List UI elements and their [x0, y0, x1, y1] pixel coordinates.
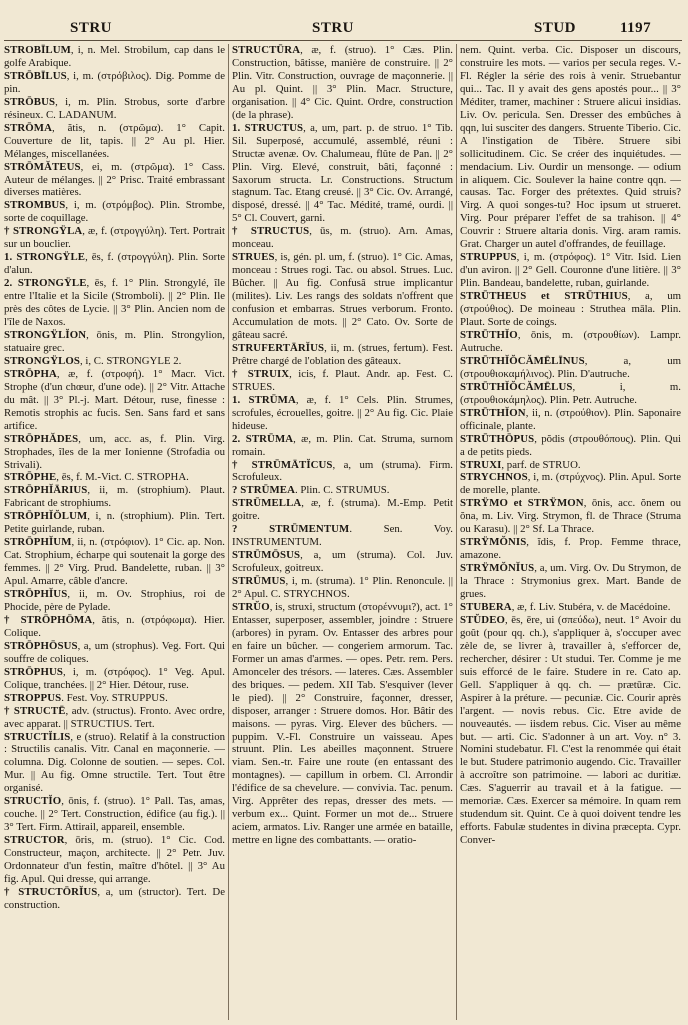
dictionary-entry: † STRUCTUS, ūs, m. (struo). Arn. Amas, monceau.: [232, 225, 453, 251]
dictionary-entry: STRŌPHŌSUS, a, um (strophus). Veg. Fort. Qui souffre de coliques.: [4, 639, 225, 665]
headword: STRŌMA: [4, 121, 52, 134]
headword: STRŪTHŌPUS: [460, 432, 535, 445]
dictionary-entry: STRONGŸLOS, i, C. STRONGYLE 2.: [4, 354, 182, 367]
headword: STRUFERTĀRĬUS: [232, 341, 325, 354]
headword: STRŌPHĂDES: [4, 432, 79, 445]
dictionary-entry: STRŌBUS, i, m. Plin. Strobus, sorte d'arbre résineux. C. LADANUM.: [4, 95, 225, 121]
headword: STUBERA: [460, 600, 512, 613]
headword: ? STRŪMENTUM: [232, 523, 350, 536]
dictionary-entry: STŬDEO, ēs, ēre, ui (σπεύδω), neut. 1° Avoir du goût (pour qq. ch.), s'appliquer à, s'occuper avec zèle de, se livrer à, travailler à, s'efforcer de, rechercher, désirer : Ut studui. Ter. Comme je me suis efforcé de le faire. Studere in re. Cato ap. Gell. S'appliquer à qq. ch. — prætūræ. Cic. Aspirer à la préture. — pecuniæ. Cic. Courir après l'argent. — novis rebus. Cic. Etre avide de nouveautés. — iisdem rebus. Cic. Viser au même but. — arti. Cic. S'adonner à un art. Voy. n° 3. Nomini studebatur. Fl. C'est la renommée qui était le but. Studere patrimonio augendo. Cic. Travailler à accroître son patrimoine. — labori ac duritiæ. Cæs. S'aguerrir au travail et à la fatigue. — memoriæ. Cæs. Exercer sa mémoire. In quam rem studendum sit. Quint. Ce à quoi doivent tendre les efforts. Fabulæ studentes in divina præcepta. Cypr. Conver-: [460, 613, 681, 847]
page-number: 1197: [620, 20, 652, 36]
dictionary-entry: STRŌPHĬUM, ii, n. (στρόφιον). 1° Cic. ap. Non. Cat. Strophium, écharpe qui soutenait la gorge des femmes. || 2° Virg. Prud. Bandelette, ruban. || 3° Apul. Amarre, câble d'ancre.: [4, 536, 225, 588]
dictionary-entry: STUBERA, æ, f. Liv. Stubéra, v. de Macédoine.: [460, 600, 671, 613]
dictionary-entry: 2. STRONGŸLE, ēs, f. 1° Plin. Strongylé, île entre l'Italie et la Sicile (Stromboli). || 2° Plin. Ile près des côtes de Lycie. || 3° Plin. Ancien nom de l'île de Naxos.: [4, 277, 225, 329]
dictionary-entry: † STRUCTĒ, adv. (structus). Fronto. Avec ordre, avec apparat. || STRUCTIUS. Tert.: [4, 704, 225, 730]
headword: STRŸMŎNĬUS: [460, 562, 535, 575]
headword: STRŌPHĬŎLUM: [4, 510, 88, 523]
headword: STRONGŸLĬON: [4, 328, 87, 341]
dictionary-entry: 2. STRŪMA, æ, m. Plin. Cat. Struma, surnom romain.: [232, 432, 453, 458]
headword: † STRUCTŌRĬUS: [4, 885, 98, 898]
headword: STRUCTĬLIS: [4, 730, 71, 743]
headword: STRUCTĬO: [4, 795, 62, 808]
headword: 2. STRONGŸLE: [4, 277, 87, 290]
headword: 1. STRONGŸLE: [4, 251, 86, 264]
dictionary-entry: 1. STRONGŸLE, ēs, f. (στρογγύλη). Plin. Sorte d'alun.: [4, 251, 225, 277]
headword: STRŪTHĬŎCĂMĒLĪNUS: [460, 354, 585, 367]
headword: STRŪMUS: [232, 575, 286, 588]
dictionary-entry: STRUES, is, gén. pl. um, f. (struo). 1° Cic. Amas, monceau : Strues rogi. Tac. ou absol. Strues. Luc. Bûcher. || Au fig. Confusâ strue implicantur (milites). Liv. Les rangs des soldats n'offrent que confusion et embarras. Strues verborum. Fronto. Accumulation de mots. || 2° Cato. Ov. Sorte de gâteau sacré.: [232, 251, 453, 341]
headword: STRŌPHA: [4, 367, 57, 380]
headword: STRŌPHUS: [4, 665, 63, 678]
dictionary-entry: STRŪMŌSUS, a, um (struma). Col. Juv. Scrofuleux, goitreux.: [232, 549, 453, 575]
headword: STRUES: [232, 251, 275, 264]
dictionary-entry: STRUXI, parf. de STRUO.: [460, 458, 581, 471]
headword: STRŌBUS: [4, 95, 56, 108]
headword: † STRONGŸLA: [4, 225, 83, 238]
column-2: [232, 44, 453, 1020]
headword: STRŌPHĬUS: [4, 588, 68, 601]
headword: STŬDEO: [460, 613, 506, 626]
dictionary-entry: STRŌPHE, ēs, f. M.-Vict. C. STROPHA.: [4, 471, 189, 484]
dictionary-entry: STRŪTHEUS et STRŪTHIUS, a, um (στρούθιος). De moineau : Struthea māla. Plin. Plaut. Sorte de coings.: [460, 290, 681, 329]
dictionary-entry: STRŪTHĬŎCĂMĒLĪNUS, a, um (στρουθιοκαμήλινος). Plin. D'autruche.: [460, 354, 681, 380]
dictionary-entry: † STRŪMĀTĬCUS, a, um (struma). Firm. Scrofuleux.: [232, 458, 453, 484]
headword: STROBĪLUM: [4, 44, 71, 56]
dictionary-entry: STRŌPHA, æ, f. (στροφή). 1° Macr. Vict. Strophe (d'un chœur, d'une ode). || 2° Vitr. Attache du mât. || 3° Pl.-j. Mart. Détour, ruse, finesse : Remotis strophis ac fucis. Sen. Sans fard et sans artifice.: [4, 367, 225, 432]
dictionary-entry: STRYCHNOS, i, m. (στρύχνος). Plin. Apul. Sorte de morelle, plante.: [460, 471, 681, 497]
dictionary-entry: STRŪTHĬON, ii, n. (στρούθιον). Plin. Saponaire officinale, plante.: [460, 406, 681, 432]
dictionary-entry: STRŌPHUS, i, m. (στρόφος). 1° Veg. Apul. Colique, tranchées. || 2° Hier. Détour, ruse.: [4, 665, 225, 691]
headword: STRŪTHĬO: [460, 328, 518, 341]
dictionary-entry: STRŌBĪLUS, i, m. (στρόβιλος). Dig. Pomme de pin.: [4, 69, 225, 95]
dictionary-entry: STRUCTĬO, ōnis, f. (struo). 1° Pall. Tas, amas, couche. || 2° Tert. Construction, édifice (au fig.). || 3° Tert. Firm. Attirail, appareil, ensemble.: [4, 795, 225, 834]
headword: STRŌPHE: [4, 471, 57, 484]
dictionary-entry: STRŬO, is, struxi, structum (στορέννυμι?), act. 1° Entasser, superposer, assembler, joindre : Struere (arbores) in pyram. Ov. Entasser des arbres pour en faire un bûcher. — congeriem armorum. Tac. Former un amas d'armes. — opes. Petr. rem. Pers. Amonceler des trésors. — lateres. Cæs. Assembler des briques. — pedem. XII Tab. S'esquiver (lever le pied). || 2° Construire, façonner, dresser, disposer, arranger : Struere domos. Hor. Bâtir des maisons. — pyras. Virg. Elever des bûchers. — puppim. V.-Fl. Construire un vaisseau. Apes struunt. Plin. Les abeilles maçonnent. Struere viam. Sen.-tr. Faire une route (en entassant des montagnes). — capillum in orbem. Cl. Arrondir l'édifice de sa chevelure. — convivia. Tac. penum. Virg. Apprêter des repas, dresser des mets. — verbum ex... Quint. Former un mot de... Struere aciem, armatos. Liv. Ranger une armée en bataille, mettre en ligne des combattants. — oratio-: [232, 600, 453, 847]
headword: STRŌPHĬUM: [4, 536, 72, 549]
dictionary-entry: STRŌPHĬĀRIUS, ii, m. (strophium). Plaut. Fabricant de strophiums.: [4, 484, 225, 510]
headword: † STRŌPHŌMA: [4, 613, 93, 626]
running-header: [0, 20, 688, 42]
dictionary-entry: STRŪTHĬŎCĂMĒLUS, i, m. (στρουθιοκάμηλος). Plin. Petr. Autruche.: [460, 380, 681, 406]
headword: STRONGŸLOS: [4, 354, 80, 367]
dictionary-entry: STRŸMŎNIS, ĭdis, f. Prop. Femme thrace, amazone.: [460, 536, 681, 562]
headword: STRŌPHŌSUS: [4, 639, 78, 652]
dictionary-entry: STRŌMĂTEUS, ei, m. (στρῶμα). 1° Cass. Auteur de mélanges. || 2° Prisc. Traité embrassant diverses matières.: [4, 160, 225, 199]
headword: † STRŪMĀTĬCUS: [232, 458, 333, 471]
headword: STRUCTOR: [4, 834, 65, 847]
dictionary-entry: STROPPUS. Fest. Voy. STRUPPUS.: [4, 691, 168, 704]
header-center-guideword: STRU: [312, 20, 355, 36]
dictionary-entry: STRŸMO et STRŸMON, ōnis, acc. ŏnem ou ŏna, m. Liv. Virg. Strymon, fl. de Thrace (Struma ou Karasu). || 2° Sf. La Thrace.: [460, 497, 681, 536]
headword: STRŌBĪLUS: [4, 69, 67, 82]
headword: STRŪMŌSUS: [232, 549, 301, 562]
dictionary-entry: STRŪMUS, i, m. (struma). 1° Plin. Renoncule. || 2° Apul. C. STRYCHNOS.: [232, 575, 453, 601]
header-right-guideword: STUD: [534, 20, 577, 36]
dictionary-entry: STRONGŸLĬON, ōnis, m. Plin. Strongylion, statuaire grec.: [4, 328, 225, 354]
dictionary-entry: STRŪTHŌPUS, pŏdis (στρουθόπους). Plin. Qui a de petits pieds.: [460, 432, 681, 458]
dictionary-entry: STRŌPHĬŎLUM, i, n. (strophium). Plin. Tert. Petite guirlande, ruban.: [4, 510, 225, 536]
dictionary-entry: † STRŌPHŌMA, ătis, n. (στρόφωμα). Hier. Colique.: [4, 613, 225, 639]
headword: ? STRŪMEA: [232, 484, 295, 497]
headword: STRYCHNOS: [460, 471, 528, 484]
column-1: [4, 44, 225, 1020]
headword: STRUCTŪRA: [232, 44, 301, 56]
headword: STRUPPUS: [460, 251, 517, 264]
headword: STRŌPHĬĀRIUS: [4, 484, 88, 497]
dictionary-entry: † STRUIX, icis, f. Plaut. Andr. ap. Fest. C. STRUES.: [232, 367, 453, 393]
headword: STRŪTHĬŎCĂMĒLUS: [460, 380, 573, 393]
dictionary-entry: STRŌPHĬUS, ii, m. Ov. Strophius, roi de Phocide, père de Pylade.: [4, 588, 225, 613]
dictionary-entry: 1. STRUCTUS, a, um, part. p. de struo. 1° Tib. Sil. Superposé, accumulé, assemblé, réuni : Structæ avenæ. Ov. Chalumeau, flûte de Pan. || 2° Plin. Virg. Elevé, construit, bâti, façonné : Saxorum structa. Lr. Constructions. Structum stagnum. Tac. Etang creusé. || 3° Cic. Ov. Arrangé, disposé, dressé. || 4° Tac. Médité, tramé, ourdi. || 5° Cl. Couvert, garni.: [232, 121, 453, 225]
dictionary-entry: 1. STRŪMA, æ, f. 1° Cels. Plin. Strumes, scrofules, écrouelles, goitre. || 2° Au fig. Cic. Plaie hideuse.: [232, 393, 453, 432]
dictionary-entry: STRŪMELLA, æ, f. (struma). M.-Emp. Petit goitre.: [232, 497, 453, 523]
dictionary-entry: STRUPPUS, i, m. (στρόφος). 1° Vitr. Isid. Lien d'un aviron. || 2° Gell. Couronne d'une litière. || 3° Plin. Bandeau, bandelette, ruban, guirlande.: [460, 251, 681, 290]
dictionary-entry: nem. Quint. verba. Cic. Disposer un discours, construire les mots. — varios per secula reges. V.-Fl. Régler la série des rois à venir. Struebantur qui... Tac. Il y avait des gens apostés pour... || 3° Méditer, tramer, machiner : Struere alicui insidias. Liv. Ov. pericula. Sen. Dresser des embûches à qqn, lui susciter des dangers. Struente Tiberio. Cic. A l'instigation de Tibère. Struere sibi sollicitudinem. Cic. Se créer des inquiétudes. — mendacium. Liv. Ourdir un mensonge. — odium in aliquem. Cic. Soulever la haine contre qqn. — causas. Tac. Forger des prétextes. Quid struis? Virg. A quoi songes-tu? Hoc ipsum ut strueret. Virg. Pour préparer l'effet de sa trahison. || 4° Couvrir : Struere altaria donis. Virg. aram ramis. Grat. Charger un autel d'offrandes, de feuillage.: [460, 44, 681, 251]
headword: 2. STRŪMA: [232, 432, 294, 445]
dictionary-entry: STROBĪLUM, i, n. Mel. Strobilum, cap dans le golfe Arabique.: [4, 44, 225, 69]
headword: STRŪMELLA: [232, 497, 302, 510]
dictionary-entry: † STRUCTŌRĬUS, a, um (structor). Tert. De construction.: [4, 885, 225, 911]
headword: † STRUCTĒ: [4, 704, 66, 717]
headword: STRŌMĂTEUS: [4, 160, 81, 173]
dictionary-entry: STRŌMA, ătis, n. (στρῶμα). 1° Capit. Couverture de lit, tapis. || 2° Au pl. Hier. Mélanges, miscellanées.: [4, 121, 225, 160]
headword: STRŸMO et STRŸMON: [460, 497, 584, 510]
headword: † STRUCTUS: [232, 225, 310, 238]
header-rule: [4, 40, 682, 41]
column-3: [460, 44, 681, 1020]
dictionary-entry: STRUFERTĀRĬUS, ii, m. (strues, fertum). Fest. Prêtre chargé de l'oblation des gâteaux.: [232, 341, 453, 367]
headword: STRŪTHEUS et STRŪTHIUS: [460, 290, 628, 303]
dictionary-entry: STRŪTHĬO, ōnis, m. (στρουθίων). Lampr. Autruche.: [460, 328, 681, 354]
headword: 1. STRUCTUS: [232, 121, 304, 134]
headword: STROPPUS: [4, 691, 62, 704]
dictionary-entry: STRŌPHĂDES, um, acc. as, f. Plin. Virg. Strophades, îles de la mer Ionienne (Strofadia ou Strivali).: [4, 432, 225, 471]
header-left-guideword: STRU: [70, 20, 113, 36]
headword: † STRUIX: [232, 367, 290, 380]
dictionary-entry: STRUCTŪRA, æ, f. (struo). 1° Cæs. Plin. Construction, bâtisse, manière de construire. || 2° Plin. Vitr. Construction, ouvrage de maçonnerie. || Au pl. Quint. || 3° Plin. Macr. Structure, organisation. || 4° Cic. Quint. Ordre, construction (de la phrase).: [232, 44, 453, 121]
dictionary-entry: † STRONGŸLA, æ, f. (στρογγύλη). Tert. Portrait sur un bouclier.: [4, 225, 225, 251]
dictionary-entry: STRŸMŎNĬUS, a, um. Virg. Ov. Du Strymon, de la Thrace : Strymonius grex. Mart. Bande de grues.: [460, 562, 681, 601]
headword: STRŪTHĬON: [460, 406, 526, 419]
dictionary-entry: STRUCTĬLIS, e (struo). Relatif à la construction : Structilis canalis. Vitr. Canal en maçonnerie. — columna. Dig. Colonne de soutien. — sepes. Col. Mur. || Au fig. Omne structile. Tert. Tout être organisé.: [4, 730, 225, 795]
dictionary-entry: STRUCTOR, ōris, m. (struo). 1° Cic. Cod. Constructeur, maçon, architecte. || 2° Petr. Juv. Ordonnateur d'un festin, maître d'hôtel. || 3° Au fig. Apul. Qui dresse, qui arrange.: [4, 834, 225, 885]
dictionary-entry: ? STRŪMEA. Plin. C. STRUMUS.: [232, 484, 390, 497]
headword: STROMBUS: [4, 199, 66, 212]
text-columns: [4, 44, 684, 1020]
dictionary-entry: ? STRŪMENTUM. Sen. Voy. INSTRUMENTUM.: [232, 523, 453, 549]
dictionary-entry: STROMBUS, i, m. (στρόμβος). Plin. Strombe, sorte de coquillage.: [4, 199, 225, 225]
headword: STRŬO: [232, 600, 270, 613]
headword: 1. STRŪMA: [232, 393, 296, 406]
headword: STRŸMŎNIS: [460, 536, 527, 549]
headword: STRUXI: [460, 458, 502, 471]
